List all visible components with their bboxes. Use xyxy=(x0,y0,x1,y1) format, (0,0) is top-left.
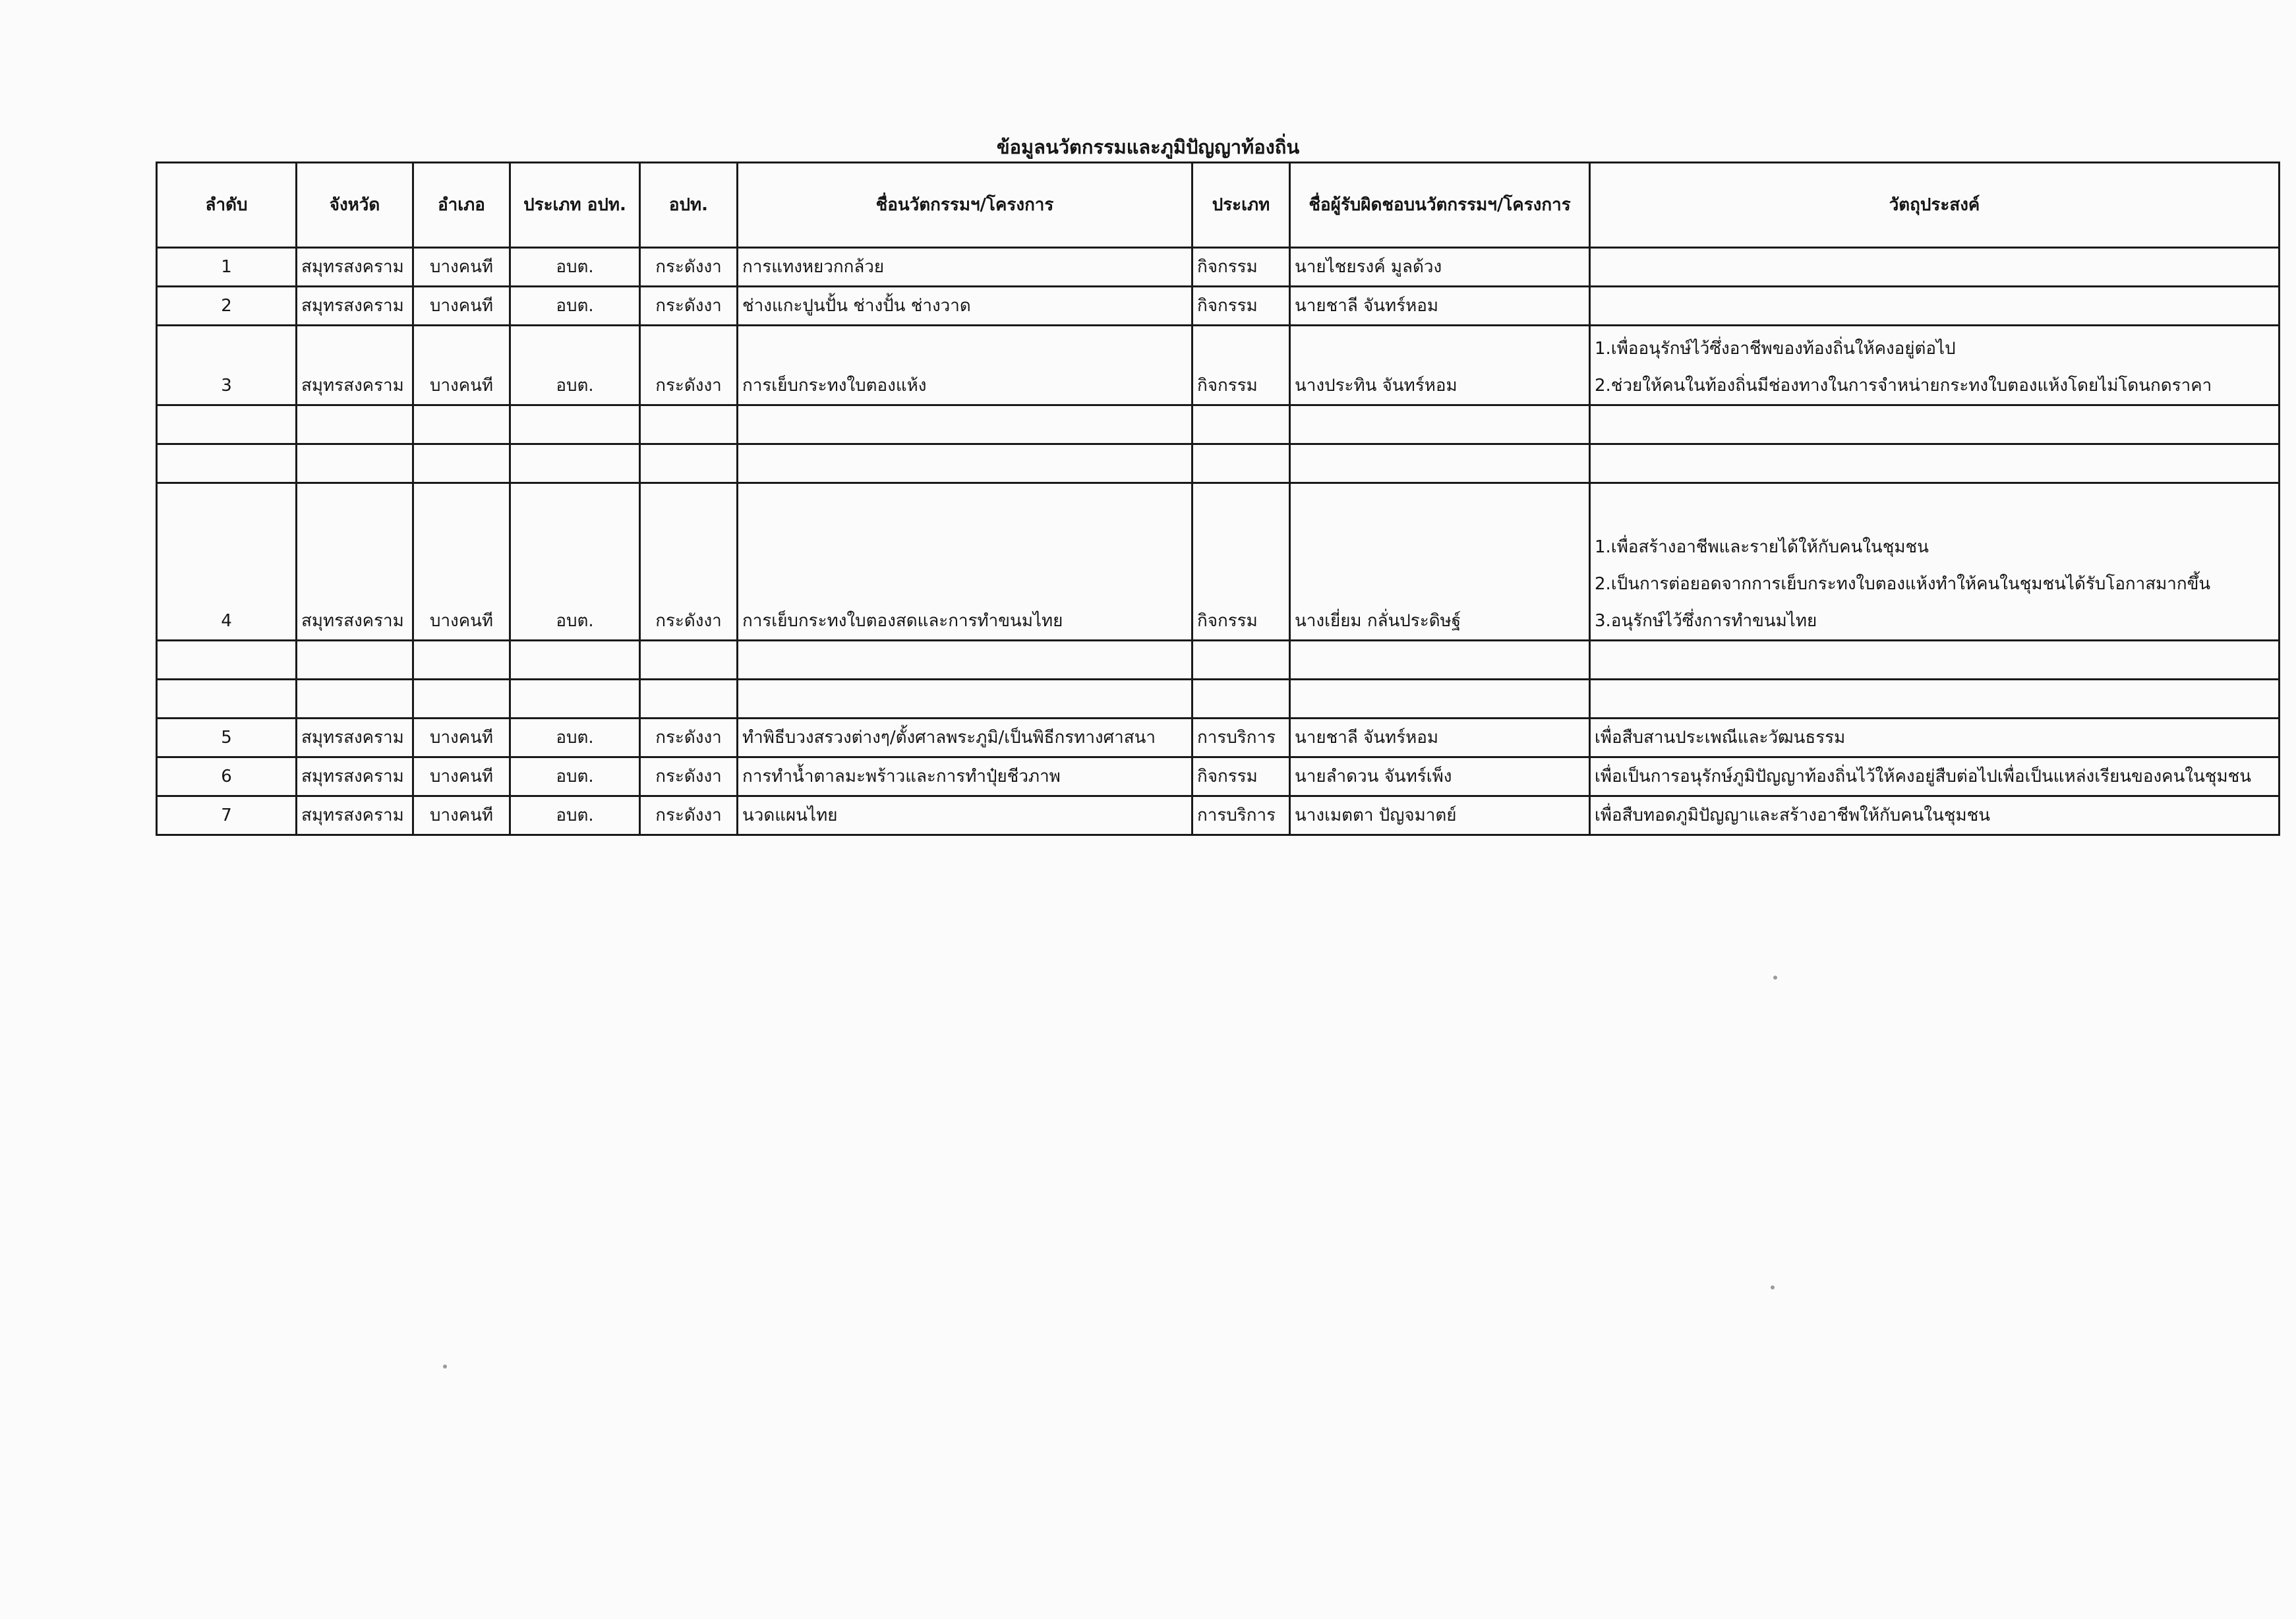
document-title: ข้อมูลนวัตกรรมและภูมิปัญญาท้องถิ่น xyxy=(996,136,1300,158)
cell-lao: กระดังงา xyxy=(640,757,738,796)
cell-no: 2 xyxy=(157,287,297,326)
cell-owner: นายชาลี จันทร์หอม xyxy=(1290,719,1590,757)
cell-lao: กระดังงา xyxy=(640,483,738,641)
table-row xyxy=(157,719,2280,757)
blank-cell xyxy=(510,680,640,719)
scan-speck xyxy=(443,1365,447,1369)
cell-objectives xyxy=(1590,287,2280,326)
blank-cell xyxy=(1192,641,1290,680)
blank-cell xyxy=(510,444,640,483)
cell-project: การเย็บกระทงใบตองแห้ง xyxy=(738,326,1192,405)
cell-project: นวดแผนไทย xyxy=(738,796,1192,835)
cell-type: กิจกรรม xyxy=(1192,248,1290,287)
table-row xyxy=(157,483,2280,641)
blank-row xyxy=(157,405,2280,444)
header-row xyxy=(157,163,2280,248)
cell-owner: นางเมตตา ปัญจมาตย์ xyxy=(1290,796,1590,835)
objective-line: 1.เพื่อสร้างอาชีพและรายได้ให้กับคนในชุมชน xyxy=(1595,537,1929,557)
cell-type: กิจกรรม xyxy=(1192,287,1290,326)
blank-cell xyxy=(738,680,1192,719)
header-objectives: วัตถุประสงค์ xyxy=(1590,163,2280,248)
blank-cell xyxy=(1590,444,2280,483)
blank-cell xyxy=(738,405,1192,444)
cell-owner: นายชาลี จันทร์หอม xyxy=(1290,287,1590,326)
table-row xyxy=(157,326,2280,405)
cell-lao: กระดังงา xyxy=(640,287,738,326)
cell-no: 1 xyxy=(157,248,297,287)
blank-cell xyxy=(157,444,297,483)
header-type: ประเภท xyxy=(1192,163,1290,248)
cell-type: กิจกรรม xyxy=(1192,326,1290,405)
cell-district: บางคนที xyxy=(413,483,510,641)
innovation-table xyxy=(156,162,2280,836)
cell-lao-type: อบต. xyxy=(510,248,640,287)
scan-speck xyxy=(1771,1285,1775,1289)
cell-province: สมุทรสงคราม xyxy=(297,248,413,287)
blank-cell xyxy=(297,680,413,719)
cell-type: กิจกรรม xyxy=(1192,483,1290,641)
blank-cell xyxy=(297,641,413,680)
cell-owner: นางเยี่ยม กลั่นประดิษฐ์ xyxy=(1290,483,1590,641)
blank-cell xyxy=(640,405,738,444)
cell-type: กิจกรรม xyxy=(1192,757,1290,796)
blank-cell xyxy=(1290,444,1590,483)
blank-cell xyxy=(1590,405,2280,444)
cell-no: 7 xyxy=(157,796,297,835)
cell-lao-type: อบต. xyxy=(510,719,640,757)
cell-type: การบริการ xyxy=(1192,796,1290,835)
objective-line: 2.เป็นการต่อยอดจากการเย็บกระทงใบตองแห้งทำให้คนในชุมชนได้รับโอกาสมากขึ้น xyxy=(1595,574,2211,594)
cell-lao-type: อบต. xyxy=(510,757,640,796)
blank-row xyxy=(157,641,2280,680)
table-row xyxy=(157,248,2280,287)
blank-cell xyxy=(157,680,297,719)
cell-lao: กระดังงา xyxy=(640,719,738,757)
cell-province: สมุทรสงคราม xyxy=(297,326,413,405)
cell-owner: นายไชยรงค์ มูลด้วง xyxy=(1290,248,1590,287)
blank-cell xyxy=(1290,680,1590,719)
objective-line: 2.ช่วยให้คนในท้องถิ่นมีช่องทางในการจำหน่ายกระทงใบตองแห้งโดยไม่โดนกดราคา xyxy=(1595,376,2212,396)
cell-province: สมุทรสงคราม xyxy=(297,483,413,641)
header-lao: อปท. xyxy=(640,163,738,248)
blank-cell xyxy=(1192,405,1290,444)
blank-cell xyxy=(1290,405,1590,444)
cell-project: การทำน้ำตาลมะพร้าวและการทำปุ๋ยชีวภาพ xyxy=(738,757,1192,796)
header-lao-type: ประเภท อปท. xyxy=(510,163,640,248)
blank-cell xyxy=(413,641,510,680)
blank-cell xyxy=(738,641,1192,680)
blank-cell xyxy=(157,641,297,680)
header-owner: ชื่อผู้รับผิดชอบนวัตกรรมฯ/โครงการ xyxy=(1290,163,1590,248)
cell-lao: กระดังงา xyxy=(640,248,738,287)
cell-owner: นายลำดวน จันทร์เพ็ง xyxy=(1290,757,1590,796)
scan-speck xyxy=(1773,976,1777,980)
cell-province: สมุทรสงคราม xyxy=(297,287,413,326)
cell-no: 4 xyxy=(157,483,297,641)
header-no: ลำดับ xyxy=(157,163,297,248)
table-row xyxy=(157,757,2280,796)
cell-district: บางคนที xyxy=(413,757,510,796)
cell-district: บางคนที xyxy=(413,326,510,405)
cell-lao-type: อบต. xyxy=(510,483,640,641)
cell-project: การแทงหยวกกล้วย xyxy=(738,248,1192,287)
cell-objectives: เพื่อสืบสานประเพณีและวัฒนธรรม xyxy=(1590,719,2280,757)
blank-row xyxy=(157,444,2280,483)
blank-cell xyxy=(413,680,510,719)
cell-project: ช่างแกะปูนปั้น ช่างปั้น ช่างวาด xyxy=(738,287,1192,326)
cell-objectives: เพื่อสืบทอดภูมิปัญญาและสร้างอาชีพให้กับคนในชุมชน xyxy=(1590,796,2280,835)
blank-cell xyxy=(640,680,738,719)
blank-cell xyxy=(297,444,413,483)
cell-project: ทำพิธีบวงสรวงต่างๆ/ตั้งศาลพระภูมิ/เป็นพิธีกรทางศาสนา xyxy=(738,719,1192,757)
cell-province: สมุทรสงคราม xyxy=(297,796,413,835)
blank-cell xyxy=(738,444,1192,483)
cell-lao: กระดังงา xyxy=(640,326,738,405)
cell-type: การบริการ xyxy=(1192,719,1290,757)
table-row xyxy=(157,287,2280,326)
cell-objectives xyxy=(1590,483,2280,641)
objective-line: 3.อนุรักษ์ไว้ซึ่งการทำขนมไทย xyxy=(1595,611,1817,631)
cell-province: สมุทรสงคราม xyxy=(297,757,413,796)
cell-district: บางคนที xyxy=(413,719,510,757)
cell-no: 3 xyxy=(157,326,297,405)
header-district: อำเภอ xyxy=(413,163,510,248)
objective-line: 1.เพื่ออนุรักษ์ไว้ซึ่งอาชีพของท้องถิ่นให้คงอยู่ต่อไป xyxy=(1595,339,1956,359)
cell-lao: กระดังงา xyxy=(640,796,738,835)
cell-no: 6 xyxy=(157,757,297,796)
blank-cell xyxy=(413,405,510,444)
cell-no: 5 xyxy=(157,719,297,757)
blank-cell xyxy=(510,405,640,444)
cell-objectives: เพื่อเป็นการอนุรักษ์ภูมิปัญญาท้องถิ่นไว้ให้คงอยู่สืบต่อไปเพื่อเป็นแหล่งเรียนของคนในชุมชน xyxy=(1590,757,2280,796)
blank-row xyxy=(157,680,2280,719)
blank-cell xyxy=(1192,444,1290,483)
cell-district: บางคนที xyxy=(413,796,510,835)
blank-cell xyxy=(640,641,738,680)
cell-province: สมุทรสงคราม xyxy=(297,719,413,757)
blank-cell xyxy=(510,641,640,680)
blank-cell xyxy=(157,405,297,444)
blank-cell xyxy=(413,444,510,483)
cell-district: บางคนที xyxy=(413,248,510,287)
blank-cell xyxy=(1590,641,2280,680)
header-project: ชื่อนวัตกรรมฯ/โครงการ xyxy=(738,163,1192,248)
cell-lao-type: อบต. xyxy=(510,287,640,326)
cell-project: การเย็บกระทงใบตองสดและการทำขนมไทย xyxy=(738,483,1192,641)
table-row xyxy=(157,796,2280,835)
cell-objectives xyxy=(1590,326,2280,405)
header-province: จังหวัด xyxy=(297,163,413,248)
cell-district: บางคนที xyxy=(413,287,510,326)
cell-owner: นางประทิน จันทร์หอม xyxy=(1290,326,1590,405)
blank-cell xyxy=(1590,680,2280,719)
blank-cell xyxy=(1192,680,1290,719)
blank-cell xyxy=(297,405,413,444)
cell-lao-type: อบต. xyxy=(510,796,640,835)
blank-cell xyxy=(640,444,738,483)
cell-objectives xyxy=(1590,248,2280,287)
cell-lao-type: อบต. xyxy=(510,326,640,405)
blank-cell xyxy=(1290,641,1590,680)
